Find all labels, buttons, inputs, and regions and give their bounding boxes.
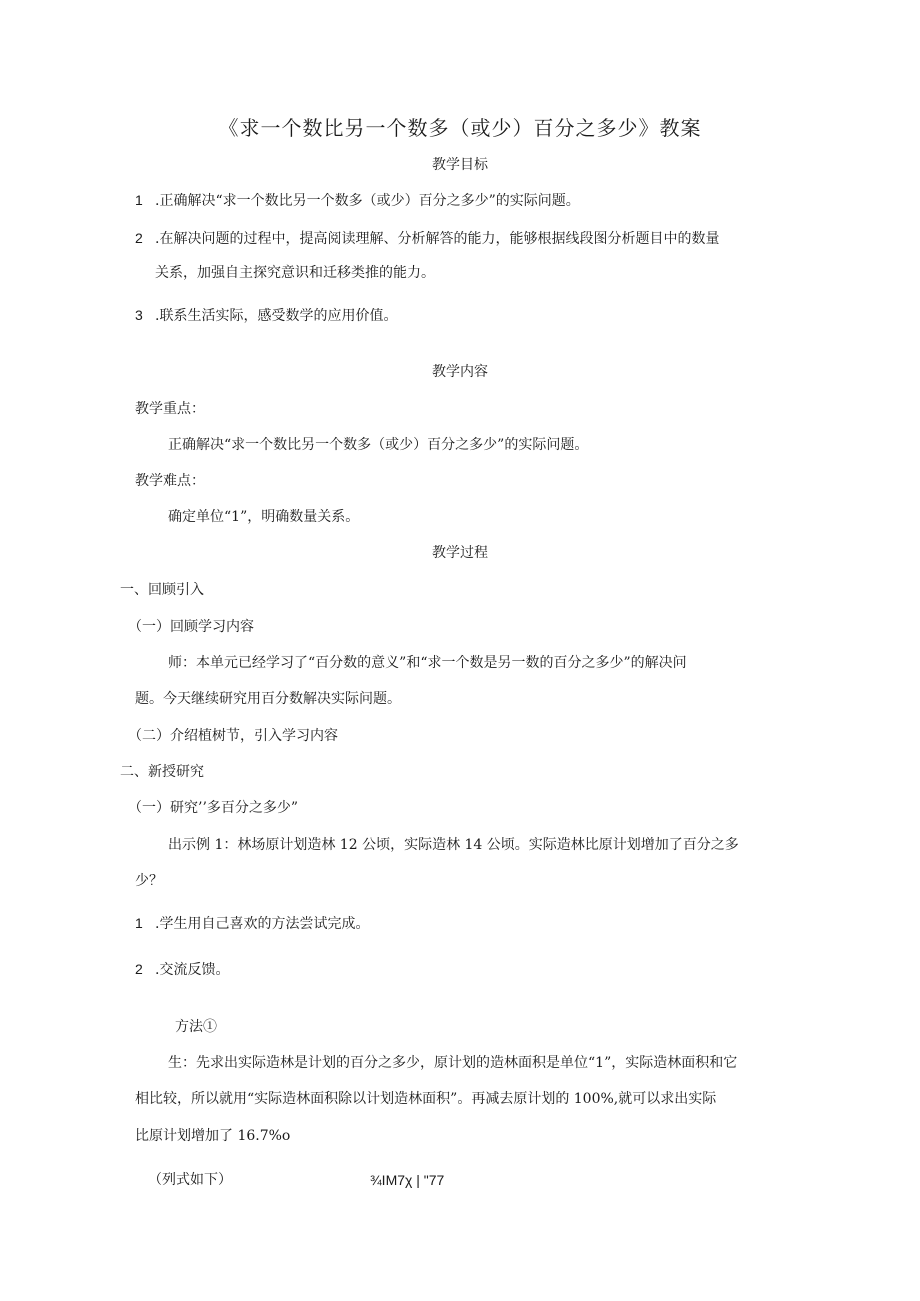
content-heading: 教学内容 <box>432 364 488 380</box>
subsection-study-more-percent: （一）研究’’多百分之多少” <box>128 800 299 816</box>
section-heading-new-study: 二、新授研究 <box>120 764 204 780</box>
teacher-paragraph-line: 题。今天继续研究用百分数解决实际问题。 <box>135 691 401 707</box>
objective-item-1 <box>135 190 580 211</box>
formula-text: ¾IM7χ | "77 <box>370 1172 445 1188</box>
section-heading-review: 一、回顾引入 <box>120 582 204 598</box>
objective-item-2 <box>135 228 719 249</box>
difficulty-label: 教学难点： <box>135 473 205 489</box>
formula-label: （列式如下） <box>148 1172 232 1188</box>
objective-text: .正确解决“求一个数比另一个数多（或少）百分之多少”的实际问题。 <box>155 193 580 209</box>
key-point-label: 教学重点： <box>135 401 205 417</box>
objective-number: 1 <box>135 192 143 208</box>
difficulty-text: 确定单位“1”，明确数量关系。 <box>168 509 360 525</box>
example-paragraph-line: 少？ <box>135 873 163 889</box>
objective-text-continued: 关系，加强自主探究意识和迁移类推的能力。 <box>155 265 435 281</box>
objective-text: .在解决问题的过程中，提高阅读理解、分析解答的能力，能够根据线段图分析题目中的数量 <box>155 231 720 247</box>
objective-text: .联系生活实际，感受数学的应用价值。 <box>155 308 398 324</box>
step-text: .交流反馈。 <box>155 962 230 978</box>
student-paragraph-line: 相比较，所以就用“实际造林面积除以计划造林面积”。再减去原计划的 100%,就可以求出实际 <box>135 1091 717 1107</box>
step-text: .学生用自己喜欢的方法尝试完成。 <box>155 916 370 932</box>
objective-item-3 <box>135 305 397 326</box>
step-item-1 <box>135 913 369 934</box>
subsection-arbor-day: （二）介绍植树节，引入学习内容 <box>128 728 338 744</box>
objective-number: 3 <box>135 307 143 323</box>
method-label: 方法① <box>175 1019 217 1035</box>
subsection-review-content: （一）回顾学习内容 <box>128 619 254 635</box>
step-number: 1 <box>135 915 143 931</box>
process-heading: 教学过程 <box>432 545 488 561</box>
example-paragraph-line: 出示例 1：林场原计划造林 12 公顷，实际造林 14 公顷。实际造林比原计划增加了百分之多 <box>168 837 739 853</box>
document-title: 《求一个数比另一个数多（或少）百分之多少》教案 <box>218 116 702 140</box>
objective-number: 2 <box>135 230 143 246</box>
student-paragraph-line: 生：先求出实际造林是计划的百分之多少，原计划的造林面积是单位“1”，实际造林面积和它 <box>168 1055 738 1071</box>
step-item-2 <box>135 959 229 980</box>
key-point-text: 正确解决“求一个数比另一个数多（或少）百分之多少”的实际问题。 <box>168 437 589 453</box>
teacher-paragraph-line: 师：本单元已经学习了“百分数的意义”和“求一个数是另一数的百分之多少”的解决问 <box>168 655 687 671</box>
step-number: 2 <box>135 961 143 977</box>
student-paragraph-line: 比原计划增加了 16.7%o <box>135 1128 291 1144</box>
objectives-heading: 教学目标 <box>432 157 488 173</box>
